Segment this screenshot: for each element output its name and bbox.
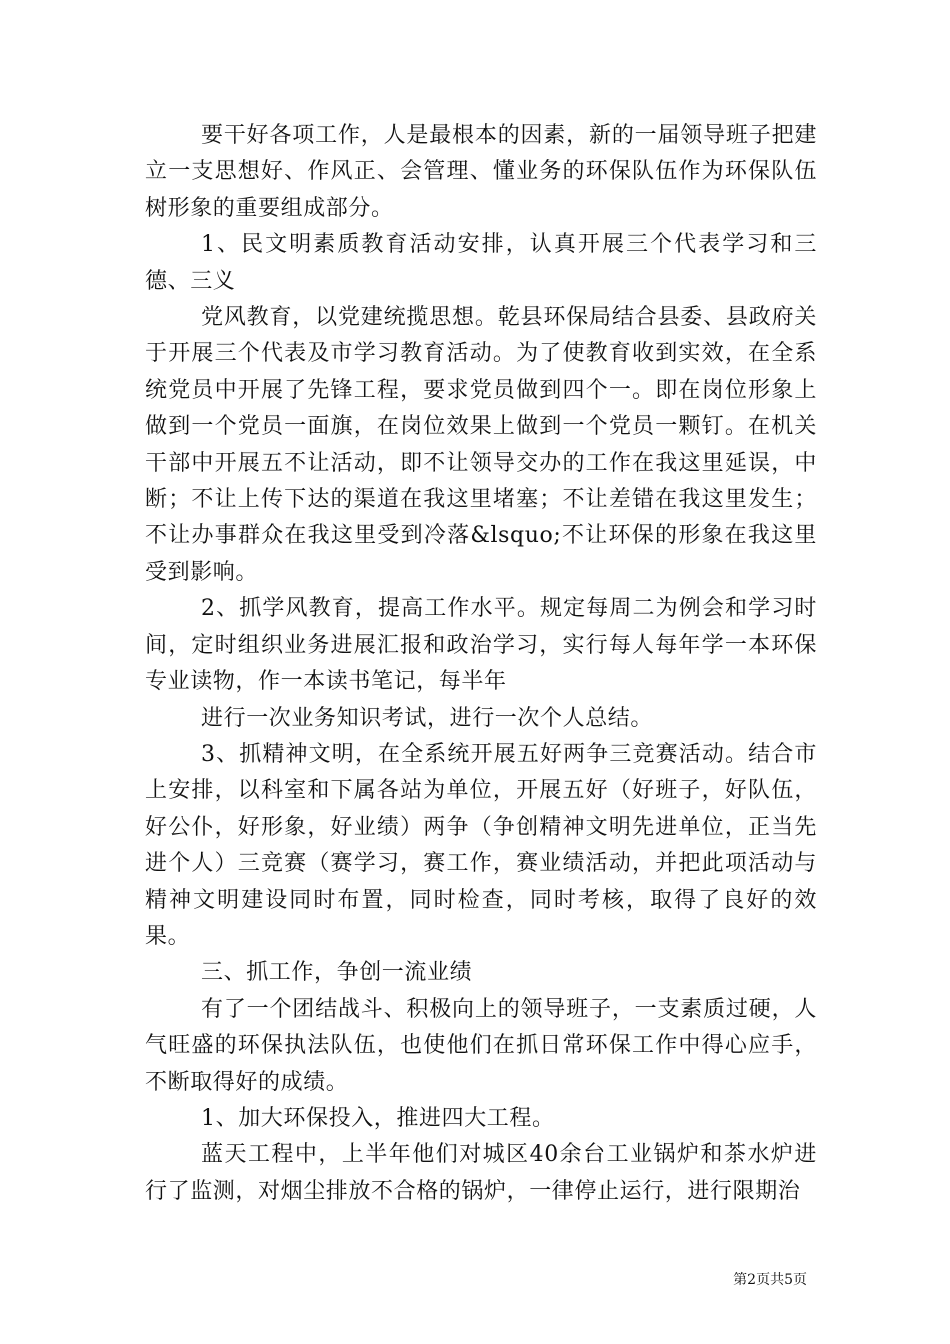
paragraph: 要干好各项工作，人是最根本的因素，新的一届领导班子把建立一支思想好、作风正、会管理、懂业务的环保队伍作为环保队伍树形象的重要组成部分。	[145, 123, 817, 221]
paragraph: 有了一个团结战斗、积极向上的领导班子，一支素质过硬，人气旺盛的环保执法队伍，也使他们在抓日常环保工作中得心应手，不断取得好的成绩。	[145, 996, 817, 1095]
paragraph: 1、民文明素质教育活动安排，认真开展三个代表学习和三德、三义	[145, 232, 817, 294]
section-heading: 三、抓工作，争创一流业绩	[201, 960, 473, 986]
paragraph: 蓝天工程中，上半年他们对城区40余台工业锅炉和茶水炉进行了监测，对烟尘排放不合格的锅炉，一律停止运行，进行限期治	[145, 1142, 817, 1204]
page-number: 第2页共5页	[733, 1272, 807, 1288]
paragraph: 党风教育，以党建统揽思想。乾县环保局结合县委、县政府关于开展三个代表及市学习教育活动。为了使教育收到实效，在全系统党员中开展了先锋工程，要求党员做到四个一。即在岗位形象上做到一个党员一面旗，在岗位效果上做到一个党员一颗钉。在机关干部中开展五不让活动，即不让领导交办的工作在我这里延误，中断；不让上传下达的渠道在我这里堵塞；不让差错在我这里发生；不让办事群众在我这里受到冷落&lsquo;不让环保的形象在我这里受到影响。	[145, 305, 817, 585]
paragraph: 2、抓学风教育，提高工作水平。规定每周二为例会和学习时间，定时组织业务进展汇报和政治学习，实行每人每年学一本环保专业读物，作一本读书笔记，每半年	[145, 596, 817, 695]
paragraph: 进行一次业务知识考试，进行一次个人总结。	[201, 705, 654, 731]
paragraph: 1、加大环保投入，推进四大工程。	[201, 1105, 555, 1131]
paragraph: 3、抓精神文明，在全系统开展五好两争三竞赛活动。结合市上安排，以科室和下属各站为单位，开展五好（好班子，好队伍，好公仆，好形象，好业绩）两争（争创精神文明先进单位，正当先进个人）三竞赛（赛学习，赛工作，赛业绩活动，并把此项活动与精神文明建设同时布置，同时检查，同时考核，取得了良好的效果。	[145, 741, 817, 949]
document-body	[145, 118, 817, 1210]
